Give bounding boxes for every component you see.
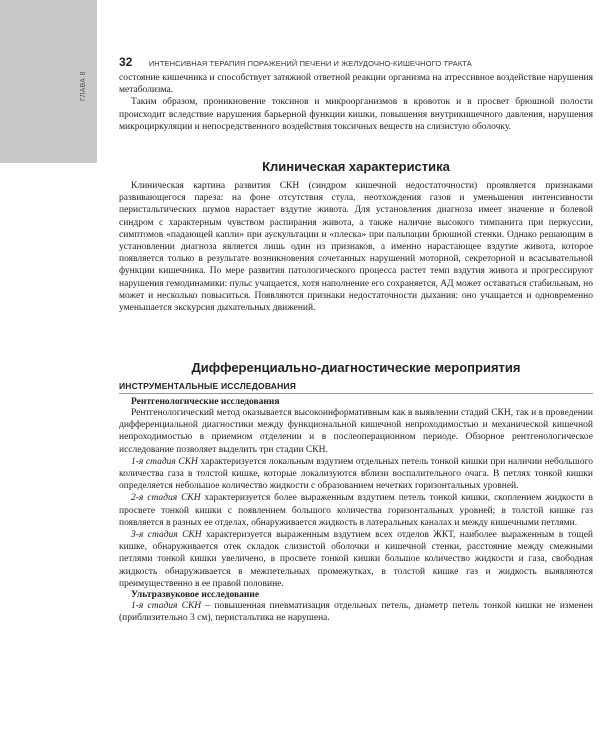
clinical-body bbox=[119, 180, 593, 314]
stage3-paragraph bbox=[119, 529, 593, 590]
intro-paragraph-2: Таким образом, проникновение токсинов и микроорганизмов в кровоток и в просвет брюшной полости происходит вследствие нарушения барьерной функции кишки, повышения внутрикишечного давления, нарушения микроциркуляции и непосредственного воздействия токсичных веществ на слизистую оболочку. bbox=[119, 97, 593, 132]
stage2-paragraph bbox=[119, 492, 593, 529]
intro-section bbox=[119, 72, 593, 133]
stage3-label: 3-я стадия СКН bbox=[131, 530, 202, 541]
page-number: 32 bbox=[119, 55, 133, 69]
ultrasound-title: Ультразвуковое исследование bbox=[131, 590, 260, 601]
running-header bbox=[119, 53, 579, 69]
us-stage1-text: – повышенная пневматизация отдельных петель, диаметр петель тонкой кишки не изменен (приблизительно 3 см), перистальтика не нарушена. bbox=[119, 601, 594, 624]
diff-heading: Дифференциально-диагностические мероприятия bbox=[191, 360, 521, 375]
chapter-label: ГЛАВА 8 bbox=[80, 71, 87, 101]
instrumental-subheading: ИНСТРУМЕНТАЛЬНЫЕ ИССЛЕДОВАНИЯ bbox=[119, 381, 297, 391]
intro-paragraph-1: состояние кишечника и способствует затяжной ответной реакции организма на атрессивное воздействие нарушения метаболизма. bbox=[119, 73, 593, 96]
running-title: ИНТЕНСИВНАЯ ТЕРАПИЯ ПОРАЖЕНИЙ ПЕЧЕНИ И ЖЕЛУДОЧНО-КИШЕЧНОГО ТРАКТА bbox=[148, 59, 472, 68]
stage2-label: 2-я стадия СКН bbox=[131, 493, 201, 504]
stage2-text: характеризуется более выраженным вздутием петель тонкой кишки, скоплением жидкости в просвете тонкой кишки с появлением большого количества горизонтальных уровней; в толстой кишке газ появляется в разных ее отделах, обнаруживается жидкость в латеральных каналах и между кишечными петлями. bbox=[119, 493, 593, 528]
xray-title: Рентгенологические исследования bbox=[131, 397, 280, 407]
xray-paragraph: Рентгенологический метод оказывается высокоинформативным как в выявлении стадий СКН, так и в проведении дифференциальной диагностики между функциональной кишечной непроходимостью и механической кишечной непроходимостью в приемном отделении и в послеоперационном периоде. Обзорное рентгенологическое исследование позволяет выделить три стадии СКН. bbox=[119, 408, 593, 455]
diff-section bbox=[119, 360, 593, 375]
stage1-label: 1-я стадия СКН bbox=[131, 456, 198, 467]
stage1-text: характеризуется локальным вздутием отдельных петель тонкой кишки при наличии небольшого количества газа в толстой кишке, которые локализуются вблизи воспалительного очага. В петлях тонкой кишки определяется небольшое количество жидкости с образованием нечетких горизонтальных уровней. bbox=[119, 456, 593, 492]
subheading-rule bbox=[119, 393, 593, 394]
instrumental-section bbox=[119, 381, 593, 624]
stage1-paragraph bbox=[119, 456, 593, 493]
clinical-heading: Клиническая характеристика bbox=[262, 159, 450, 174]
clinical-section bbox=[119, 159, 593, 174]
ultrasound-paragraph bbox=[119, 600, 593, 624]
us-stage1-label: 1-я стадия СКН bbox=[131, 601, 202, 612]
stage3-text: характеризуется выраженным вздутием всех отделов ЖКТ, наиболее выраженным в тощей кишке, обнаруживается отек складок слизистой оболочки и кишечной стенки, расстояние между смежными петлями тонкой кишки увеличено, в просвете тонкой кишки большое количество жидкости и газа, свободная жидкость обнаруживается в межпетельных промежутках, в толстой кишке газ и жидкость выявляются преимущественно в ее правой половине. bbox=[119, 530, 594, 589]
clinical-paragraph: Клиническая картина развития СКН (синдром кишечной недостаточности) проявляется признаками развивающегося пареза: на фоне отсутствия стула, неотхождения газов и уменьшения интенсивности перистальтических шумов нарастает вздутие живота. Для установления диагноза имеет значение и болевой синдром с характерным чувством распирания живота, а также наличие высокого тимпанита при перкуссии, симптомов «падающей капли» при аускультации и «плеска» при пальпации брюшной стенки. Однако решающим в установлении диагноза является лишь один из признаков, а именно нарастающее вздутие живота, которое появляется только в результате возникновения сочетанных нарушений моторной, секреторной и всасывательной функции кишечника. По мере развития патологического процесса растет темп вздутия живота и прогрессируют нарушения гемодинамики: пульс учащается, хотя наполнение его сохраняется, АД может оставаться стабильным, но может и несколько повыситься. Появляются признаки недостаточности дыхания: оно учащается и одновременно уменьшается экскурсия дыхательных движений. bbox=[119, 181, 593, 314]
